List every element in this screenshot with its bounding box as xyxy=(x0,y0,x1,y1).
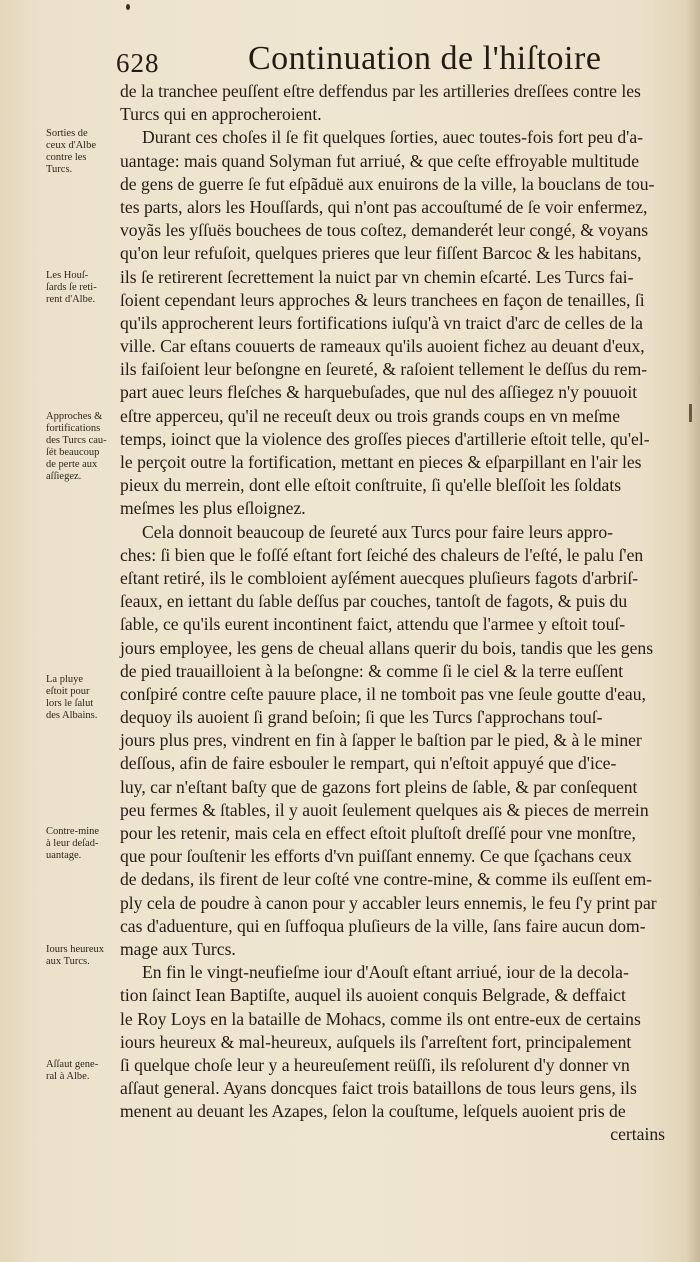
text-line: Turcs qui en approcheroient. xyxy=(120,104,322,125)
text-line: uantage: mais quand Solyman fut arriué, & que ceſte effroyable multitude xyxy=(120,150,640,171)
margin-note-sorties: Sorties de ceux d'Albe contre les Turcs. xyxy=(46,128,96,175)
text-line: ils faiſoient leur beſongne en ſeureté, & raſoient tellement le deſſus du rem- xyxy=(120,359,648,380)
text-line: de dedans, ils firent de leur coſté vne contre-mine, & comme ils euſſent em- xyxy=(120,869,653,890)
text-line: temps, ioinct que la violence des groſſes pieces d'artillerie eſtoit telle, qu'el- xyxy=(120,428,650,449)
text-line: jours employee, les gens de cheual allans querir du bois, tandis que les gens xyxy=(120,637,654,658)
text-line: que pour ſouſtenir les efforts d'vn puiſſant ennemy. Ce que ſçachans ceux xyxy=(120,846,632,867)
text-line: peu fermes & ſtables, il y auoit ſeulement quelques ais & pieces de merrein xyxy=(120,799,649,820)
text-line: de la tranchee peuſſent eſtre deffendus par les artilleries dreſſees contre les xyxy=(120,81,641,101)
text-line: luy, car n'eſtant baſty que de gazons fort pleins de ſable, & par conſequent xyxy=(120,776,638,797)
text-line: pieux du merrein, dont elle eſtoit conſtruite, ſi qu'elle bleſſoit les ſoldats xyxy=(120,475,622,496)
margin-note-assaut: Aſſaut gene- ral à Albe. xyxy=(46,1059,99,1082)
text-line: Cela donnoit beaucoup de ſeureté aux Turcs pour faire leurs appro- xyxy=(142,521,613,542)
margin-note-approches: Approches & fortifications des Turcs cau- ſét beaucoup de perte aux aſſiegez. xyxy=(46,411,107,482)
text-line: conſpiré contre ceſte pauure place, il ne tomboit pas vne ſeule goutte d'eau, xyxy=(120,683,646,704)
text-line: pour les retenir, mais cela en effect eſtoit pluſtoſt dreſſé pour vne monſtre, xyxy=(120,823,636,843)
text-line: iours heureux & mal-heureux, auſquels ils ſ'arreſtent fort, principalement xyxy=(120,1031,632,1052)
body-text xyxy=(120,80,665,1147)
text-line: tion ſainct Iean Baptiſte, auquel ils auoient conquis Belgrade, & deffaict xyxy=(120,985,626,1006)
text-line: de gens de guerre ſe fut eſpãduë aux enuirons de la ville, la bouclans de tou- xyxy=(120,173,655,194)
running-title: Continuation de l'hiſtoire xyxy=(248,40,602,77)
text-line: Durant ces choſes il ſe fit quelques ſorties, auec toutes-fois fort peu d'a- xyxy=(142,127,644,148)
text-line: ils ſe retirerent ſecrettement la nuict par vn chemin eſcarté. Les Turcs fai- xyxy=(120,266,634,287)
text-line: tes parts, alors les Houſſards, qui n'ont pas accouſtumé de ſe voir enfermez, xyxy=(120,196,648,217)
ink-speck xyxy=(126,4,130,10)
page-edge-shadow xyxy=(686,0,700,1262)
text-line: de pied trauailloient à la beſongne: & comme ſi le ciel & la terre euſſent xyxy=(120,660,624,681)
text-line: En fin le vingt-neufieſme iour d'Aouſt eſtant arriué, iour de la decola- xyxy=(142,962,629,983)
text-line: eſtre apperceu, qu'il ne receuſt deux ou trois grands coups en vn meſme xyxy=(120,405,621,426)
text-line: le perçoit outre la fortification, mettant en pieces & eſparpillant en l'air les xyxy=(120,452,642,472)
text-line: qu'ils approcherent leurs fortifications iuſqu'à vn traict d'arc de celles de la xyxy=(120,312,643,333)
text-line: meſmes les plus eſloignez. xyxy=(120,498,306,519)
folio-number: 628 xyxy=(116,48,160,78)
text-line: part auec leurs fleſches & harquebuſades, que nul des aſſiegez n'y pouuoit xyxy=(120,382,638,403)
margin-note-houssards: Les Houſ- ſards ſe reti- rent d'Albe. xyxy=(46,270,97,305)
text-line: qu'on leur refuſoit, quelques prieres que leur fiſſent Barcoc & les habitans, xyxy=(120,243,642,264)
text-line: cas d'aduenture, qui en ſuffoqua pluſieurs de la ville, ſans faire aucun dom- xyxy=(120,915,646,936)
catchword: certains xyxy=(610,1124,665,1145)
text-line: ſi quelque choſe leur y a heureuſement reüſſi, ils reſolurent d'y donner vn xyxy=(120,1054,630,1075)
text-line: voyãs les yſſuës bouchees de tous coſtez, demanderét leur congé, & voyans xyxy=(120,220,649,241)
text-line: ſeaux, en iettant du ſable deſſus par couches, tantoſt de fagots, & puis du xyxy=(120,591,628,612)
text-line: menent au deuant les Azapes, ſelon la couſtume, leſquels auoient pris de xyxy=(120,1101,626,1122)
text-line: le Roy Loys en la bataille de Mohacs, comme ils ont entre-eux de certains xyxy=(120,1008,641,1029)
text-line: dequoy ils auoient ſi grand beſoin; ſi que les Turcs ſ'approchans touſ- xyxy=(120,707,603,728)
text-line: jours plus pres, vindrent en fin à ſapper le baſtion par le pied, & à le miner xyxy=(120,730,642,751)
margin-note-pluye: La pluye eſtoit pour lors le ſalut des Albains. xyxy=(46,674,98,721)
text-line: ſable, ce qu'ils eurent incontinent faict, attendu que l'armee y eſtoit touſ- xyxy=(120,614,626,635)
text-line: aſſaut general. Ayans doncques faict trois bataillons de tous leurs gens, ils xyxy=(120,1078,637,1099)
text-line: ches: ſi bien que le foſſé eſtant fort ſeiché des chaleurs de l'eſté, le palu ſ'en xyxy=(120,544,644,565)
margin-note-iours-heureux: Iours heureux aux Turcs. xyxy=(46,944,105,967)
text-line: deſſous, afin de faire esbouler le rempart, qui n'eſtoit appuyé que d'ice- xyxy=(120,753,617,774)
text-line: eſtant retiré, ils le combloient ayſément auecques pluſieurs fagots d'arbriſ- xyxy=(120,567,639,588)
page-header xyxy=(0,40,700,84)
margin-note-contre-mine: Contre-mine à leur deſad- uantage. xyxy=(46,826,100,861)
text-line: ply cela de poudre à canon pour y accabler leurs ennemis, le feu ſ'y print par xyxy=(120,892,657,913)
text-line: mage aux Turcs. xyxy=(120,938,236,959)
text-line: ſoient cependant leurs approches & leurs tranchees en façon de tenailles, ſi xyxy=(120,289,645,310)
text-line: ville. Car eſtans couuerts de rameaux qu'ils auoient fichez au deuant d'eux, xyxy=(120,336,645,357)
